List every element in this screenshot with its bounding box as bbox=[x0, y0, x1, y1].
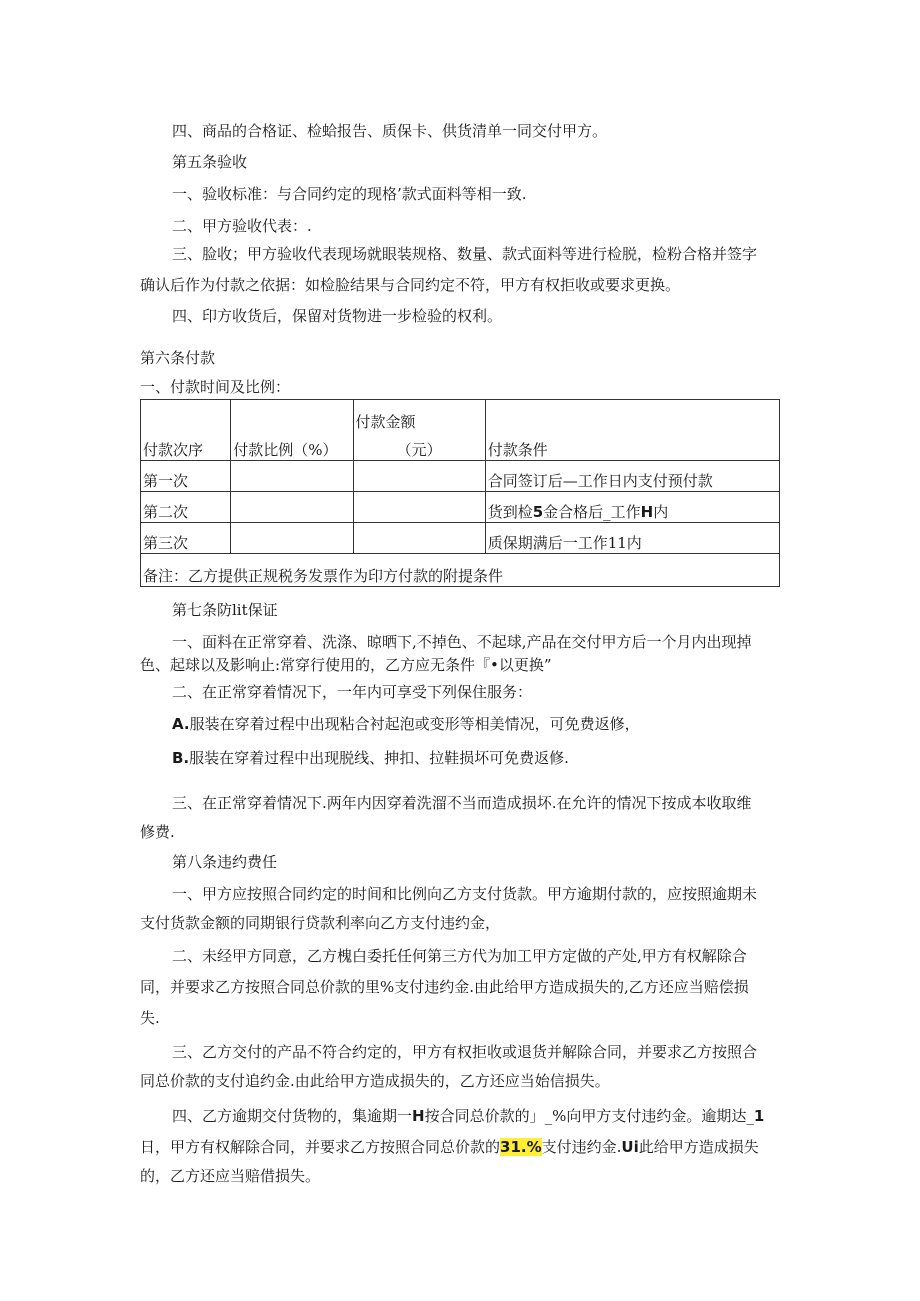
warranty-one-year: 二、在正常穿着情况下，一年内可享受下列保住服务： bbox=[172, 683, 533, 701]
breach-4-text: 日，甲方有权解除合同，并要求乙方按照合同总价款的 bbox=[140, 1138, 501, 1156]
table-row bbox=[141, 461, 780, 492]
warranty-two-years-line1: 三、在正常穿着情况下.两年内因穿着洗溜不当而造成损坏.在允许的情况下按成本收取维 bbox=[172, 794, 752, 812]
acceptance-inspection-line1: 三、脸收；甲方验收代表现场就眼装规格、数量、款式面料等进行检脱，检粉合格并签字 bbox=[172, 245, 758, 263]
row-order: 第二次 bbox=[141, 492, 231, 523]
row-order: 第三次 bbox=[141, 523, 231, 554]
highlighted-percentage: 31.% bbox=[500, 1138, 542, 1156]
row-condition bbox=[485, 492, 779, 523]
row-amount bbox=[353, 461, 485, 492]
breach-4-line3: 的，乙方还应当赔借损失。 bbox=[140, 1167, 321, 1185]
warranty-fabric-line2: 色、起球以及影响止:常穿行使用的，乙方应无条件『•以更换” bbox=[140, 656, 552, 674]
row-order: 第一次 bbox=[141, 461, 231, 492]
header-order: 付款次序 bbox=[141, 400, 231, 461]
acceptance-inspection-line2: 确认后作为付款之依据：如检脸结果与合同约定不符，甲方有权拒收或要求更换。 bbox=[140, 276, 681, 294]
header-ratio: 付款比例（%） bbox=[231, 400, 353, 461]
breach-1-line2: 支付货款金额的同期银行贷款利率向乙方支付违约金， bbox=[140, 914, 501, 932]
row-ratio bbox=[231, 461, 353, 492]
acceptance-standard: 一、验收标准：与合同约定的现格’款式面料等相一致. bbox=[172, 185, 527, 203]
row-amount bbox=[353, 523, 485, 554]
header-amount bbox=[353, 400, 485, 461]
clause-4-certificates: 四、商品的合格证、检蛤报告、质保卡、供货清单一同交付甲方。 bbox=[172, 122, 608, 140]
row-condition: 质保期满后一工作11内 bbox=[485, 523, 779, 554]
item-b-marker: B. bbox=[172, 749, 190, 767]
breach-4-text: 四、乙方逾期交付货物的，集逾期一 bbox=[172, 1107, 413, 1125]
article-7-heading: 第七条防lit保证 bbox=[172, 601, 278, 619]
breach-4-text: 支付违约金. bbox=[541, 1138, 622, 1156]
header-condition: 付款条件 bbox=[485, 400, 779, 461]
table-note: 备注：乙方提供正规税务发票作为印方付款的附提条件 bbox=[141, 554, 780, 587]
item-a-marker: A. bbox=[172, 715, 190, 733]
item-a-text: 服装在穿着过程中出现粘合衬起泡或变形等相美情况，可免费返修， bbox=[189, 715, 640, 733]
breach-2-line2: 同，并要求乙方按照合同总价款的里%支付违约金.由此给甲方造成损失的,乙方还应当赔偿损 bbox=[140, 978, 749, 996]
breach-4-text: 按合同总价款的」_%向甲方支付违约金。逾期达_ bbox=[424, 1107, 754, 1125]
breach-3-line2: 同总价款的支付追约金.由此给甲方造成损失的，乙方还应当始信损失。 bbox=[140, 1072, 610, 1090]
table-row bbox=[141, 523, 780, 554]
condition-text: 货到检 bbox=[487, 503, 533, 521]
table-note-row bbox=[141, 554, 780, 587]
acceptance-further-inspection: 四、印方收货后，保留对货物进一步检验的权利。 bbox=[172, 307, 503, 325]
article-8-heading: 第八条违约费任 bbox=[172, 853, 278, 871]
breach-4-text: 此给甲方造成损失 bbox=[638, 1138, 759, 1156]
acceptance-representative: 二、甲方验收代表：. bbox=[172, 217, 312, 235]
row-condition: 合同签订后—工作日内支付预付款 bbox=[485, 461, 779, 492]
breach-4-bold: H bbox=[412, 1107, 425, 1125]
condition-text: 金合格后_工作 bbox=[543, 503, 641, 521]
warranty-item-b bbox=[172, 748, 569, 768]
condition-letter: H bbox=[640, 503, 654, 521]
condition-text: 内 bbox=[653, 503, 669, 521]
breach-2-line3: 失. bbox=[140, 1009, 160, 1027]
breach-4-line2 bbox=[140, 1137, 759, 1157]
breach-4-bold: 1 bbox=[753, 1107, 765, 1125]
header-amount-label: 付款金额 bbox=[355, 413, 416, 431]
payment-table bbox=[140, 399, 780, 587]
article-6-heading: 第六条付款 bbox=[140, 349, 216, 367]
warranty-fabric-line1: 一、面料在正常穿着、洗涤、晾晒下,不掉色、不起球,产品在交付甲方后一个月内出现掉 bbox=[172, 633, 752, 651]
row-ratio bbox=[231, 492, 353, 523]
breach-2-line1: 二、未经甲方同意，乙方槐白委托任何第三方代为加工甲方定做的产处,甲方有权解除合 bbox=[172, 947, 747, 965]
condition-number: 5 bbox=[532, 503, 544, 521]
breach-4-bold: Ui bbox=[621, 1138, 639, 1156]
table-row bbox=[141, 492, 780, 523]
item-b-text: 服装在穿着过程中出现脱线、抻扣、拉鞋损坏可免费返修. bbox=[189, 749, 569, 767]
header-amount-unit: （元） bbox=[396, 441, 442, 459]
payment-table-header bbox=[141, 400, 780, 461]
breach-1-line1: 一、甲方应按照合同约定的时间和比例向乙方支付货款。甲方逾期付款的，应按照逾期未 bbox=[172, 885, 758, 903]
warranty-item-a bbox=[172, 714, 640, 734]
breach-3-line1: 三、乙方交付的产品不符合约定的，甲方有权拒收或退货并解除合同，并要求乙方按照合 bbox=[172, 1043, 758, 1061]
breach-4-line1 bbox=[172, 1106, 764, 1126]
payment-time-ratio: 一、付款时间及比例： bbox=[140, 378, 291, 396]
article-5-heading: 第五条验收 bbox=[172, 153, 248, 171]
warranty-two-years-line2: 修费. bbox=[140, 823, 175, 841]
row-amount bbox=[353, 492, 485, 523]
row-ratio bbox=[231, 523, 353, 554]
